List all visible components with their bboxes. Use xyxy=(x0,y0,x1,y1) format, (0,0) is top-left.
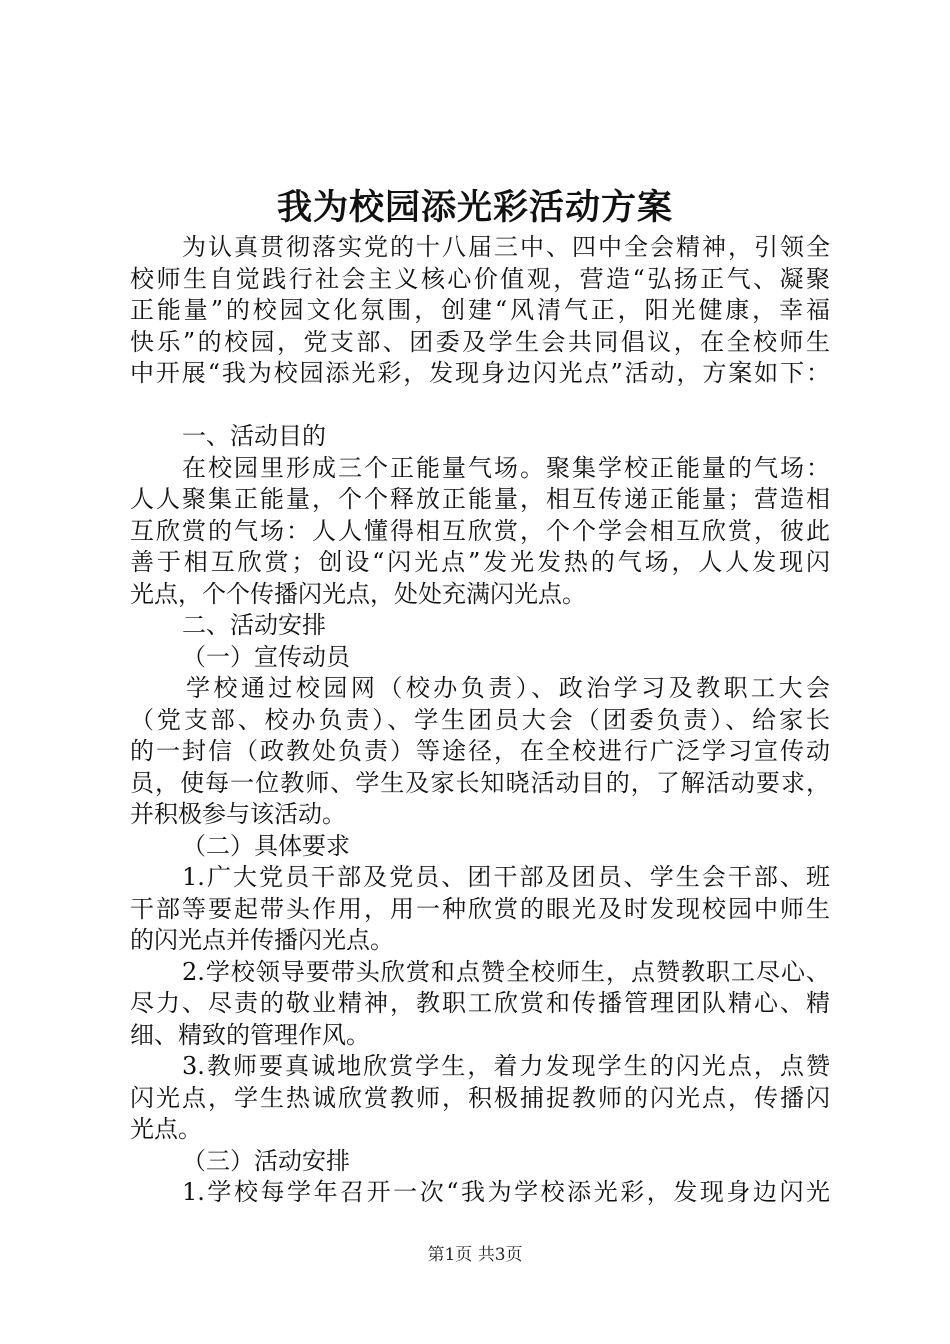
paragraph-line: 2.学校领导要带头欣赏和点赞全校师生，点赞教职工尽心、 xyxy=(182,957,830,986)
paragraph-line: 善于相互欣赏；创设“闪光点”发光发热的气场，人人发现闪 xyxy=(130,548,830,576)
paragraph-line: 正能量”的校园文化氛围，创建“风清气正，阳光健康，幸福 xyxy=(130,296,830,324)
paragraph-line: 在校园里形成三个正能量气场。聚集学校正能量的气场： xyxy=(182,453,830,482)
paragraph-line: 光点。 xyxy=(130,1115,202,1143)
paragraph-line: 快乐”的校园，党支部、团委及学生会共同倡议，在全校师生 xyxy=(130,327,830,356)
paragraph-line: 细、精致的管理作风。 xyxy=(130,1020,370,1049)
paragraph-line: 人人聚集正能量，个个释放正能量，相互传递正能量；营造相 xyxy=(130,485,830,513)
paragraph-line: 中开展“我为校园添光彩，发现身边闪光点”活动，方案如下： xyxy=(130,359,830,387)
paragraph-line: 闪光点，学生热诚欣赏教师，积极捕捉教师的闪光点，传播闪 xyxy=(130,1083,830,1112)
paragraph-line: 尽力、尽责的敬业精神，教职工欣赏和传播管理团队精心、精 xyxy=(130,989,830,1017)
paragraph-line: 并积极参与该活动。 xyxy=(130,800,346,828)
paragraph-line: 为认真贯彻落实党的十八届三中、四中全会精神，引领全 xyxy=(182,233,830,261)
paragraph-line: 互欣赏的气场：人人懂得相互欣赏，个个学会相互欣赏，彼此 xyxy=(130,516,830,545)
document-title: 我为校园添光彩活动方案 xyxy=(276,187,673,228)
subsection-heading: （二）具体要求 xyxy=(182,831,350,860)
paragraph-line: （党支部、校办负责）、学生团员大会（团委负责）、给家长 xyxy=(130,705,830,734)
paragraph-line: 干部等要起带头作用，用一种欣赏的眼光及时发现校园中师生 xyxy=(130,894,830,923)
paragraph-line: 校师生自觉践行社会主义核心价值观，营造“弘扬正气、凝聚 xyxy=(130,264,830,293)
section-heading: 一、活动目的 xyxy=(182,422,326,450)
paragraph-line: 光点，个个传播闪光点，处处充满闪光点。 xyxy=(130,579,586,608)
section-heading: 二、活动安排 xyxy=(182,611,326,639)
paragraph-line: 员，使每一位教师、学生及家长知晓活动目的，了解活动要求， xyxy=(130,768,830,797)
blank-line xyxy=(130,390,830,422)
subsection-heading: （三）活动安排 xyxy=(182,1146,350,1175)
document-body xyxy=(130,232,830,1209)
paragraph-line: 1.广大党员干部及党员、团干部及团员、学生会干部、班 xyxy=(182,863,830,891)
subsection-heading: （一）宣传动员 xyxy=(182,642,350,671)
paragraph-line: 的闪光点并传播闪光点。 xyxy=(130,926,394,954)
page-footer: 第1页 共3页 xyxy=(427,1245,523,1265)
paragraph-line: 1.学校每学年召开一次“我为学校添光彩，发现身边闪光 xyxy=(182,1178,830,1206)
paragraph-line: 3.教师要真诚地欣赏学生，着力发现学生的闪光点，点赞 xyxy=(182,1052,830,1080)
paragraph-line: 的一封信（政教处负责）等途径，在全校进行广泛学习宣传动 xyxy=(130,737,830,765)
paragraph-line: 学校通过校园网（校办负责）、政治学习及教职工大会 xyxy=(186,674,830,702)
